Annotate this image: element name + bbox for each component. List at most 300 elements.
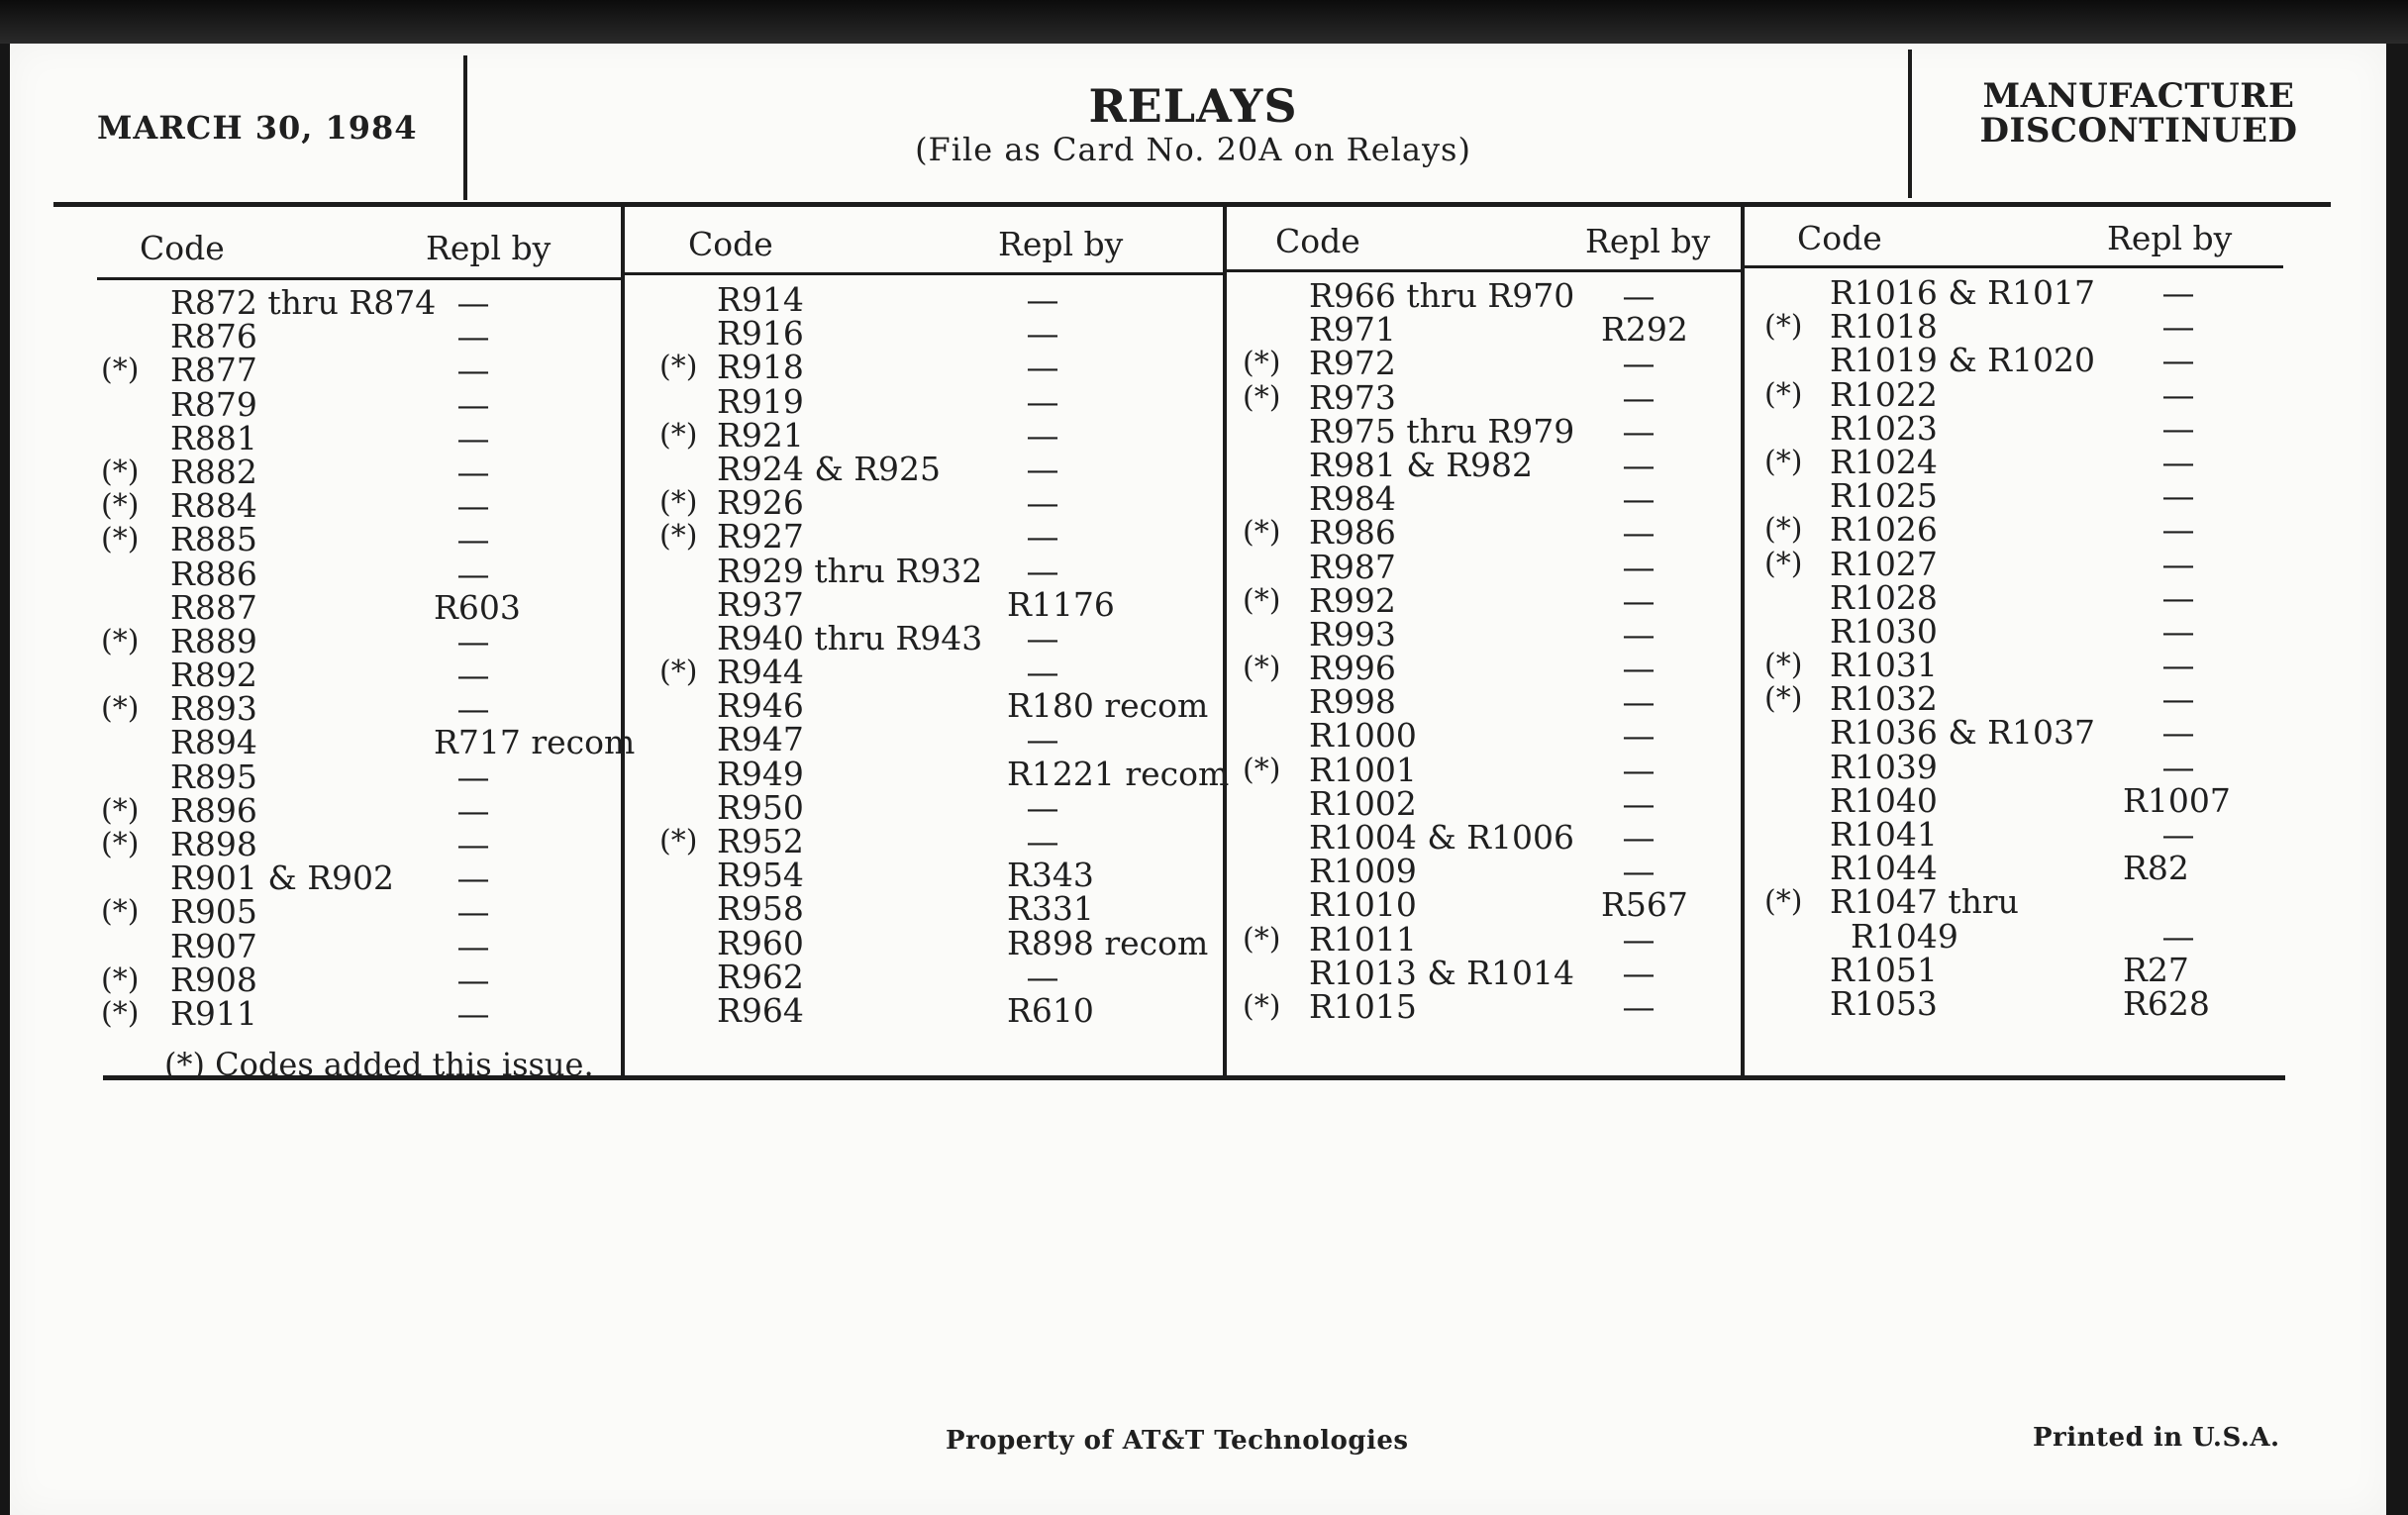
added-marker: (*) — [101, 691, 140, 727]
code-cell: R966 thru R970 — [1309, 276, 1575, 315]
code-cell: R929 thru R932 — [717, 551, 983, 590]
table-row — [101, 283, 626, 322]
replacement-cell: — — [456, 452, 490, 491]
table-row — [101, 351, 626, 390]
table-row — [101, 621, 626, 660]
added-marker: (*) — [1764, 512, 1803, 548]
table-row — [1243, 276, 1738, 315]
scan-border — [0, 0, 2408, 44]
replacement-cell: — — [2161, 815, 2195, 854]
table-row — [652, 618, 1226, 657]
table-row — [1764, 950, 2319, 989]
replacement-cell: — — [1622, 750, 1656, 789]
code-cell: R1047 thru — [1830, 882, 2019, 922]
table-row — [652, 990, 1226, 1030]
replacement-cell: — — [456, 892, 490, 932]
replacement-cell: — — [2161, 510, 2195, 550]
code-cell: R993 — [1309, 614, 1396, 654]
table-row — [1243, 783, 1738, 823]
replacement-cell: — — [456, 825, 490, 863]
table-row — [1243, 750, 1738, 789]
table-row — [1243, 649, 1738, 688]
table-row — [1243, 344, 1738, 383]
column-3-header-rule — [1227, 269, 1741, 272]
table-row — [652, 889, 1226, 929]
code-cell: R887 — [170, 587, 257, 627]
code-cell: R884 — [170, 486, 257, 526]
code-cell: R896 — [170, 790, 257, 830]
replacement-cell: — — [2161, 307, 2195, 347]
replacement-cell: — — [1026, 449, 1059, 488]
replacement-cell: — — [1622, 513, 1656, 553]
replacement-cell: — — [1026, 720, 1059, 759]
replacement-cell: — — [2161, 611, 2195, 651]
code-cell: R958 — [717, 889, 804, 929]
replacement-cell: — — [2161, 374, 2195, 414]
code-cell: R964 — [717, 990, 804, 1030]
replacement-cell: R1007 — [2123, 780, 2231, 820]
replacement-cell: R82 — [2123, 849, 2189, 888]
added-marker: (*) — [1243, 515, 1281, 551]
column-4-repl-header: Repl by — [2107, 219, 2233, 257]
replacement-cell: — — [1026, 381, 1059, 421]
code-cell: R1022 — [1830, 374, 1938, 414]
code-cell: R1053 — [1830, 983, 1938, 1023]
table-row — [652, 686, 1226, 726]
code-cell: R894 — [170, 723, 257, 762]
added-marker: (*) — [1243, 582, 1281, 618]
code-cell: R927 — [717, 517, 804, 556]
issue-date: MARCH 30, 1984 — [97, 109, 418, 147]
code-cell: R1026 — [1830, 510, 1938, 550]
status-line-2: DISCONTINUED — [1979, 111, 2298, 151]
replacement-cell: R898 recom — [1007, 923, 1209, 962]
table-row — [101, 656, 626, 695]
code-cell: R1039 — [1830, 747, 1938, 786]
code-cell: R1049 — [1830, 916, 1958, 956]
table-row — [1243, 885, 1738, 925]
table-row — [101, 723, 636, 762]
replacement-cell: — — [456, 317, 490, 356]
column-4-header-rule — [1745, 265, 2283, 268]
code-cell: R987 — [1309, 547, 1396, 586]
replacement-cell: R610 — [1007, 990, 1094, 1030]
column-3-code-header: Code — [1275, 222, 1360, 260]
table-row — [652, 551, 1226, 590]
replacement-cell: — — [456, 960, 490, 999]
added-marker: (*) — [101, 522, 140, 557]
table-row — [652, 280, 1226, 319]
code-cell: R1016 & R1017 — [1830, 273, 2096, 312]
added-marker: (*) — [1243, 921, 1281, 957]
code-cell: R981 & R982 — [1309, 445, 1534, 484]
code-cell: R1027 — [1830, 544, 1938, 583]
replacement-cell: R180 recom — [1007, 686, 1209, 726]
table-row — [1243, 614, 1738, 654]
status-label — [1965, 76, 2312, 151]
code-cell: R914 — [717, 280, 804, 319]
status-line-1: MANUFACTURE — [1982, 76, 2295, 116]
code-cell: R877 — [170, 351, 257, 390]
replacement-cell: — — [2161, 442, 2195, 481]
replacement-cell: — — [456, 351, 490, 390]
column-4-rows — [1764, 273, 2319, 1023]
table-row — [1243, 513, 1738, 553]
column-2-header-rule — [625, 272, 1223, 275]
code-cell: R1028 — [1830, 577, 1938, 617]
replacement-cell: — — [456, 993, 490, 1033]
replacement-cell: — — [1026, 314, 1059, 354]
added-marker: (*) — [1243, 651, 1281, 686]
code-cell: R1010 — [1309, 885, 1417, 925]
added-marker: (*) — [1243, 988, 1281, 1024]
table-row — [1764, 983, 2319, 1023]
code-cell: R1000 — [1309, 716, 1417, 756]
added-marker: (*) — [101, 353, 140, 388]
table-row — [652, 787, 1226, 827]
code-cell: R960 — [717, 923, 804, 962]
table-row — [101, 960, 626, 999]
added-marker: (*) — [101, 827, 140, 861]
code-cell: R1001 — [1309, 750, 1417, 789]
code-cell: R895 — [170, 757, 257, 796]
added-marker: (*) — [659, 655, 698, 690]
code-cell: R919 — [717, 381, 804, 421]
replacement-cell: — — [1622, 344, 1656, 383]
code-cell: R886 — [170, 554, 257, 593]
header-divider-left — [463, 55, 467, 200]
column-2-rows — [652, 280, 1230, 1030]
added-marker: (*) — [1243, 379, 1281, 415]
replacement-cell: — — [2161, 544, 2195, 583]
table-row — [652, 720, 1226, 759]
replacement-cell: — — [1622, 818, 1656, 857]
table-row — [1243, 377, 1738, 417]
replacement-cell: R1176 — [1007, 584, 1115, 624]
code-cell: R885 — [170, 520, 257, 559]
code-cell: R1040 — [1830, 780, 1938, 820]
table-row — [652, 449, 1226, 488]
table-row — [652, 314, 1226, 354]
code-cell: R947 — [717, 720, 804, 759]
replacement-cell: — — [1622, 580, 1656, 620]
replacement-cell: R567 — [1601, 885, 1688, 925]
table-row — [101, 689, 626, 729]
added-marker: (*) — [1243, 752, 1281, 787]
code-cell: R1023 — [1830, 408, 1938, 448]
column-1-repl-header: Repl by — [426, 229, 552, 267]
replacement-cell: — — [456, 757, 490, 796]
code-cell: R916 — [717, 314, 804, 354]
replacement-cell: — — [1026, 787, 1059, 827]
added-marker: (*) — [1764, 648, 1803, 683]
table-row — [101, 757, 626, 796]
property-notice: Property of AT&T Technologies — [946, 1426, 1409, 1456]
replacement-cell: — — [1622, 479, 1656, 519]
code-cell: R984 — [1309, 479, 1396, 519]
column-3-repl-header: Repl by — [1585, 222, 1711, 260]
code-cell: R1032 — [1830, 679, 1938, 719]
added-marker: (*) — [1764, 884, 1803, 920]
code-cell: R944 — [717, 653, 804, 692]
code-cell: R946 — [717, 686, 804, 726]
added-marker: (*) — [101, 792, 140, 828]
added-marker: (*) — [1764, 681, 1803, 717]
table-row — [652, 381, 1226, 421]
table-row — [1243, 310, 1738, 350]
table-row — [1243, 547, 1738, 586]
table-row — [1243, 682, 1738, 722]
added-marker: (*) — [101, 961, 140, 997]
code-cell: R998 — [1309, 682, 1396, 722]
code-cell: R1024 — [1830, 442, 1938, 481]
table-row — [652, 754, 1230, 793]
table-row — [1764, 273, 2319, 312]
table-row — [1764, 577, 2319, 617]
table-row — [101, 790, 626, 830]
code-cell: R940 thru R943 — [717, 618, 983, 657]
replacement-cell: — — [1622, 411, 1656, 451]
replacement-cell: — — [2161, 916, 2195, 956]
table-row — [1764, 544, 2319, 583]
table-row — [101, 825, 626, 863]
added-marker: (*) — [1764, 376, 1803, 412]
column-1-header-rule — [97, 277, 622, 280]
replacement-cell: — — [456, 418, 490, 457]
code-cell: R973 — [1309, 377, 1396, 417]
replacement-cell: — — [2161, 577, 2195, 617]
replacement-cell: — — [456, 621, 490, 660]
replacement-cell: — — [456, 520, 490, 559]
replacement-cell: — — [1622, 986, 1656, 1026]
table-row — [1243, 953, 1738, 992]
code-cell: R972 — [1309, 344, 1396, 383]
code-cell: R882 — [170, 452, 257, 491]
relay-card — [10, 44, 2386, 1515]
table-row — [652, 957, 1226, 996]
replacement-cell: — — [1026, 957, 1059, 996]
replacement-cell: — — [1622, 614, 1656, 654]
replacement-cell: — — [456, 283, 490, 322]
added-marker: (*) — [659, 485, 698, 521]
code-cell: R950 — [717, 787, 804, 827]
table-row — [1243, 445, 1738, 484]
code-cell: R949 — [717, 754, 804, 793]
replacement-cell: — — [1622, 919, 1656, 959]
table-row — [1764, 646, 2319, 685]
page-subtitle: (File as Card No. 20A on Relays) — [915, 131, 1471, 168]
replacement-cell: — — [1026, 415, 1059, 454]
table-row — [1764, 341, 2319, 380]
added-marker: (*) — [101, 454, 140, 489]
table-row — [652, 822, 1226, 860]
code-cell: R924 & R925 — [717, 449, 942, 488]
code-cell: R1018 — [1830, 307, 1938, 347]
replacement-cell: — — [1622, 445, 1656, 484]
code-cell: R905 — [170, 892, 257, 932]
table-row — [101, 486, 626, 526]
replacement-cell: — — [1622, 649, 1656, 688]
table-row — [1764, 611, 2319, 651]
code-cell: R952 — [717, 822, 804, 860]
replacement-cell: — — [1622, 377, 1656, 417]
table-row — [101, 317, 626, 356]
table-row — [1764, 476, 2319, 516]
replacement-cell: R292 — [1601, 310, 1688, 350]
added-marker: (*) — [1243, 346, 1281, 381]
code-cell: R876 — [170, 317, 257, 356]
replacement-cell: R331 — [1007, 889, 1094, 929]
replacement-cell: — — [1622, 547, 1656, 586]
replacement-cell: — — [456, 790, 490, 830]
code-cell: R1025 — [1830, 476, 1938, 516]
table-row — [1243, 818, 1738, 857]
column-2-code-header: Code — [688, 225, 773, 263]
table-row — [101, 892, 626, 932]
table-row — [1764, 815, 2319, 854]
replacement-cell: — — [1026, 822, 1059, 860]
replacement-cell: — — [1026, 551, 1059, 590]
table-row — [652, 415, 1226, 454]
code-cell: R937 — [717, 584, 804, 624]
header-rule — [53, 202, 2331, 207]
page-title: RELAYS — [1088, 79, 1298, 133]
added-marker: (*) — [659, 824, 698, 858]
replacement-cell: — — [2161, 679, 2195, 719]
code-cell: R908 — [170, 960, 257, 999]
code-cell: R1011 — [1309, 919, 1417, 959]
replacement-cell: R603 — [434, 587, 521, 627]
code-cell: R1002 — [1309, 783, 1417, 823]
table-row — [1764, 747, 2319, 786]
replacement-cell: — — [1026, 517, 1059, 556]
code-cell: R918 — [717, 348, 804, 387]
table-row — [1243, 986, 1738, 1026]
table-row — [101, 926, 626, 965]
table-row — [101, 858, 626, 898]
header-divider-right — [1908, 50, 1912, 198]
replacement-cell: — — [1026, 483, 1059, 523]
column-1-code-header: Code — [140, 229, 225, 267]
added-marker: (*) — [1764, 546, 1803, 581]
table-row — [101, 554, 626, 593]
table-row — [652, 584, 1226, 624]
table-row — [1764, 882, 2319, 922]
table-row — [1243, 411, 1738, 451]
code-cell: R889 — [170, 621, 257, 660]
replacement-cell: R628 — [2123, 983, 2210, 1023]
code-cell: R1019 & R1020 — [1830, 341, 2096, 380]
column-3-rows — [1243, 276, 1738, 1026]
replacement-cell: — — [456, 384, 490, 424]
column-divider-3 — [1741, 202, 1745, 1079]
code-cell: R1030 — [1830, 611, 1938, 651]
replacement-cell: — — [456, 858, 490, 898]
replacement-cell: — — [2161, 476, 2195, 516]
code-cell: R898 — [170, 825, 257, 863]
table-row — [1243, 716, 1738, 756]
code-cell: R992 — [1309, 580, 1396, 620]
replacement-cell: — — [1622, 953, 1656, 992]
code-cell: R901 & R902 — [170, 858, 395, 898]
table-row — [1243, 919, 1738, 959]
added-marker: (*) — [101, 995, 140, 1031]
footnote: (*) Codes added this issue. — [164, 1046, 594, 1083]
added-marker: (*) — [659, 417, 698, 453]
added-marker: (*) — [101, 894, 140, 930]
table-row — [652, 653, 1226, 692]
code-cell: R996 — [1309, 649, 1396, 688]
code-cell: R921 — [717, 415, 804, 454]
code-cell: R971 — [1309, 310, 1396, 350]
replacement-cell: — — [2161, 713, 2195, 753]
table-row — [101, 452, 626, 491]
table-row — [652, 923, 1226, 962]
table-row — [1243, 580, 1738, 620]
code-cell: R1041 — [1830, 815, 1938, 854]
table-row — [652, 348, 1226, 387]
table-row — [101, 520, 626, 559]
table-row — [652, 856, 1226, 895]
code-cell: R881 — [170, 418, 257, 457]
replacement-cell: R27 — [2123, 950, 2189, 989]
added-marker: (*) — [659, 350, 698, 385]
replacement-cell: — — [1026, 618, 1059, 657]
table-row — [652, 483, 1226, 523]
replacement-cell: — — [1026, 348, 1059, 387]
table-row — [1764, 374, 2319, 414]
table-row — [1764, 679, 2319, 719]
table-row — [652, 517, 1226, 556]
code-cell: R986 — [1309, 513, 1396, 553]
code-cell: R1051 — [1830, 950, 1938, 989]
code-cell: R879 — [170, 384, 257, 424]
replacement-cell: R1221 recom — [1007, 754, 1230, 793]
code-cell: R1013 & R1014 — [1309, 953, 1575, 992]
code-cell: R1044 — [1830, 849, 1938, 888]
replacement-cell: — — [456, 486, 490, 526]
column-1-rows — [101, 283, 636, 1033]
table-row — [1764, 408, 2319, 448]
table-row — [1764, 849, 2319, 888]
replacement-cell: — — [2161, 646, 2195, 685]
table-row — [1764, 916, 2319, 956]
table-row — [1764, 307, 2319, 347]
table-row — [1764, 780, 2319, 820]
printed-notice: Printed in U.S.A. — [2033, 1423, 2280, 1453]
code-cell: R1015 — [1309, 986, 1417, 1026]
table-row — [1243, 852, 1738, 891]
replacement-cell: — — [1622, 852, 1656, 891]
replacement-cell: — — [2161, 341, 2195, 380]
replacement-cell: R343 — [1007, 856, 1094, 895]
replacement-cell: R717 recom — [434, 723, 636, 762]
code-cell: R1009 — [1309, 852, 1417, 891]
code-cell: R926 — [717, 483, 804, 523]
code-cell: R1031 — [1830, 646, 1938, 685]
code-cell: R872 thru R874 — [170, 283, 437, 322]
replacement-cell: — — [456, 926, 490, 965]
replacement-cell: — — [456, 689, 490, 729]
replacement-cell: — — [1622, 783, 1656, 823]
code-cell: R911 — [170, 993, 257, 1033]
table-row — [1243, 479, 1738, 519]
replacement-cell: — — [1622, 682, 1656, 722]
code-cell: R907 — [170, 926, 257, 965]
added-marker: (*) — [659, 519, 698, 555]
replacement-cell: — — [456, 554, 490, 593]
added-marker: (*) — [1764, 309, 1803, 345]
